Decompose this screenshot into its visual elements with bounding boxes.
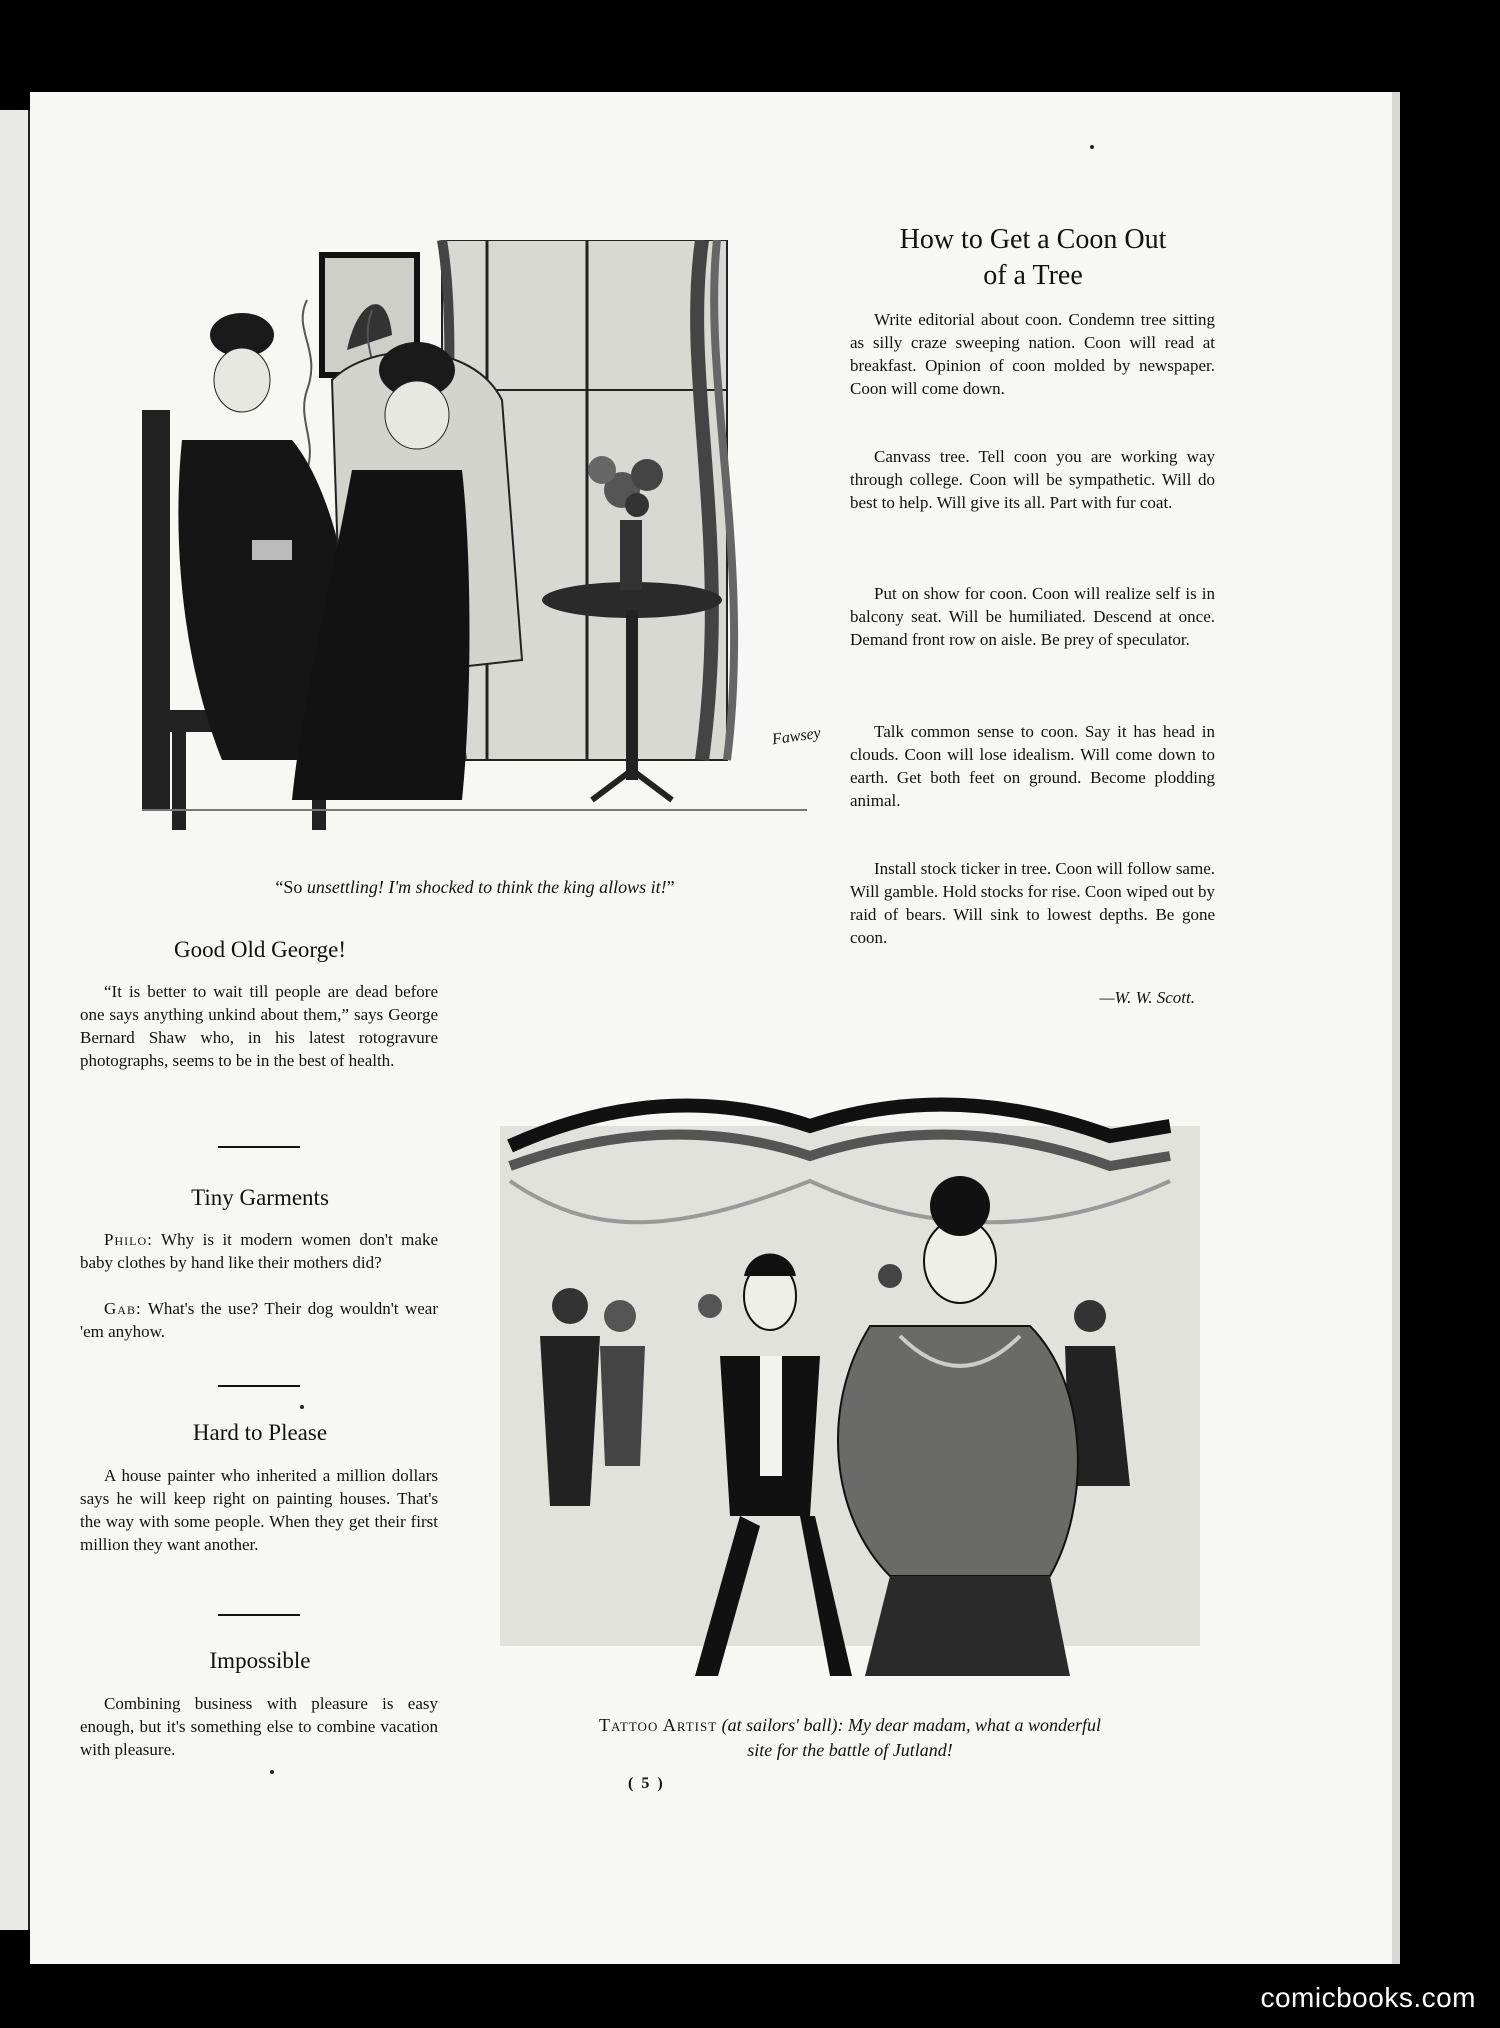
please-article-body: A house painter who inherited a million dollars says he will keep right on painting houses. That's the way with some people. When they get their first million they want another.	[80, 1466, 438, 1554]
coon-paragraph-1: Write editorial about coon. Condemn tree sitting as silly craze sweeping nation. Coon will read at breakfast. Opinion of coon molded by newspaper. Coon will come down.	[850, 310, 1215, 398]
caption-line-2: site for the battle of Jutland!	[747, 1740, 953, 1760]
caption-quote-close: ”	[666, 877, 675, 897]
coon-paragraph-3: Put on show for coon. Coon will realize self is in balcony seat. Will be humiliated. Descend at once. Demand front row on aisle. Be prey of speculator.	[850, 584, 1215, 649]
top-cartoon-caption	[140, 875, 810, 900]
speck	[300, 1405, 304, 1409]
caption-speaker: Tattoo Artist	[598, 1715, 718, 1735]
page-number: ( 5 )	[628, 1775, 665, 1792]
section-divider	[218, 1385, 300, 1387]
cartoon-two-women-illustration	[142, 240, 807, 832]
section-divider	[218, 1614, 300, 1616]
caption-italic-text: unsettling! I'm shocked to think the king allows it!	[306, 877, 667, 897]
garments-article-title: Tiny Garments	[191, 1185, 329, 1210]
bottom-cartoon-caption	[470, 1713, 1230, 1763]
coon-paragraph-2: Canvass tree. Tell coon you are working way through college. Coon will be sympathetic. Will do best to help. Will give its all. Part with fur coat.	[850, 447, 1215, 512]
previous-page-edge	[0, 110, 30, 1930]
caption-line-1: My dear madam, what a wonderful	[848, 1715, 1102, 1735]
cartoon-sailors-ball-illustration	[470, 1086, 1226, 1682]
caption-quote-open: “So	[275, 877, 307, 897]
coon-byline: —W. W. Scott.	[1099, 988, 1195, 1007]
garments-dialogue-2	[80, 1297, 438, 1343]
coon-article-title-line2: of a Tree	[983, 260, 1083, 291]
coon-paragraph-5: Install stock ticker in tree. Coon will follow same. Will gamble. Hold stocks for rise. Coon wiped out by raid of bears. Will sink to lowest depths. Be gone coon.	[850, 859, 1215, 947]
coon-paragraph-4: Talk common sense to coon. Say it has head in clouds. Coon will lose idealism. Will come down to earth. Get both feet on ground. Become plodding animal.	[850, 722, 1215, 810]
cartoon-signature: Fawsey	[770, 724, 822, 749]
speck	[270, 1770, 274, 1774]
page-edge-shadow	[1392, 92, 1400, 1964]
speaker-gab: Gab:	[104, 1299, 142, 1318]
george-article-title: Good Old George!	[173, 937, 347, 962]
philo-line: Why is it modern women don't make baby clothes by hand like their mothers did?	[80, 1230, 438, 1272]
george-article-body: “It is better to wait till people are dead before one says anything unkind about them,” says George Bernard Shaw who, in his latest rotogravure photographs, seems to be in the best of health.	[80, 982, 438, 1070]
impossible-article-body: Combining business with pleasure is easy enough, but it's something else to combine vacation with pleasure.	[80, 1694, 438, 1759]
caption-setting: (at sailors' ball):	[721, 1715, 844, 1735]
coon-article-title-line1: How to Get a Coon Out	[899, 224, 1167, 255]
speaker-philo: Philo:	[104, 1230, 153, 1249]
site-watermark: comicbooks.com	[1260, 1982, 1476, 2013]
section-divider	[218, 1146, 300, 1148]
gab-line: What's the use? Their dog wouldn't wear 'em anyhow.	[80, 1299, 438, 1341]
please-article-title: Hard to Please	[192, 1420, 328, 1445]
impossible-article-title: Impossible	[209, 1648, 311, 1673]
garments-dialogue-1	[80, 1228, 438, 1274]
speck	[1090, 145, 1094, 149]
